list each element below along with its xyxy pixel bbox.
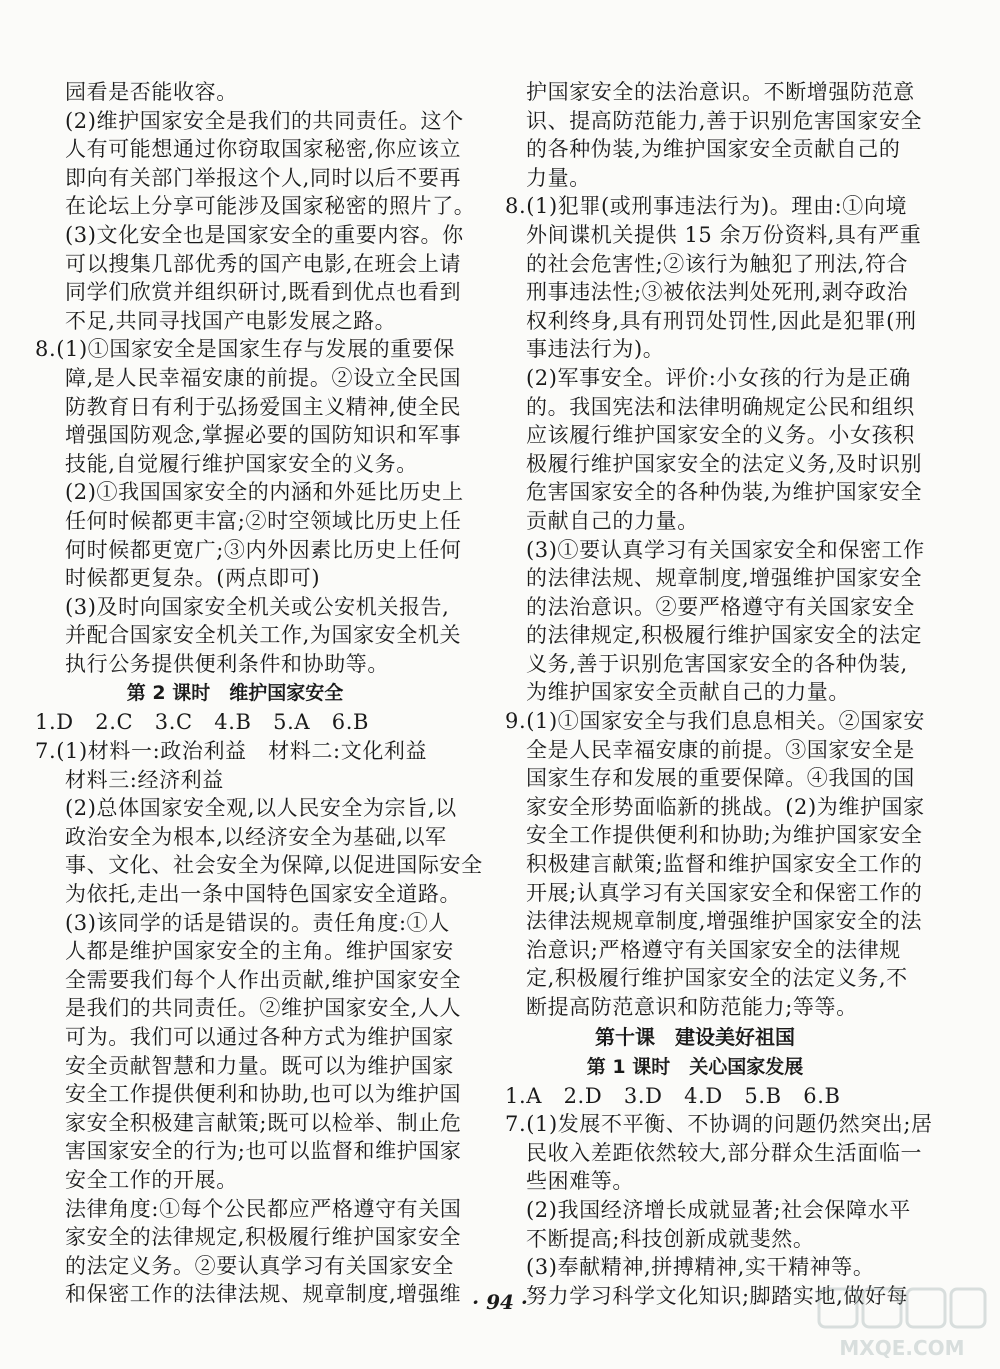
text-line: (3)文化安全也是国家安全的重要内容。你 (65, 222, 464, 247)
text-line: 同学们欣赏并组织研讨,既看到优点也看到 (65, 280, 462, 305)
text-line: 断提高防范意识和防范能力;等等。 (526, 995, 858, 1019)
text-line: 安全贡献智慧和力量。既可以为维护国家 (65, 1053, 454, 1078)
text-line: 些困难等。 (526, 1169, 634, 1194)
text-line: 护国家安全的法治意识。不断增强防范意 (526, 80, 915, 104)
text-line: 人都是维护国家安全的主角。维护国家安 (65, 939, 454, 964)
text-line: (2)总体国家安全观,以人民安全为宗旨,以 (65, 796, 457, 821)
text-line: 全需要我们每个人作出贡献,维护国家安全 (65, 967, 462, 992)
text-line: 努力学习科学文化知识;脚踏实地,做好每 (526, 1283, 909, 1308)
text-line: 1.D 2.C 3.C 4.B 5.A 6.B (35, 710, 370, 735)
text-line: 8.(1)①国家安全是国家生存与发展的重要保 (35, 337, 455, 362)
text-line: (3)奉献精神,拼搏精神,实干精神等。 (526, 1255, 875, 1280)
text-line: 识、提高防范能力,善于识别危害国家安全 (526, 108, 923, 133)
text-line: 国家生存和发展的重要保障。④我国的国 (526, 766, 915, 791)
text-line: 的。我国宪法和法律明确规定公民和组织 (526, 394, 915, 419)
text-line: 8.(1)犯罪(或刑事违法行为)。理由:①向境 (505, 194, 908, 219)
text-line: 安全工作的开展。 (65, 1167, 238, 1192)
text-line: 人有可能想通过你窃取国家秘密,你应该立 (65, 137, 462, 162)
text-line: 家安全的法律规定,积极履行维护国家安全 (65, 1225, 462, 1250)
text-line: 民收入差距依然较大,部分群众生活面临一 (526, 1140, 923, 1165)
text-line: 开展;认真学习有关国家安全和保密工作的 (526, 880, 923, 905)
text-line: 技能,自觉履行维护国家安全的义务。 (65, 451, 418, 476)
text-line: 不断提高;科技创新成就斐然。 (526, 1226, 815, 1251)
text-line: 定,积极履行维护国家安全的法定义务,不 (526, 966, 908, 991)
text-line: 执行公务提供便利条件和协助等。 (65, 651, 389, 676)
text-line: 事、文化、社会安全为保障,以促进国际安全 (65, 853, 483, 878)
text-line: 安全工作提供便利和协助,也可以为维护国 (65, 1082, 462, 1107)
text-line: 9.(1)①国家安全与我们息息相关。②国家安 (505, 709, 925, 734)
text-line: 害国家安全的行为;也可以监督和维护国家 (65, 1139, 462, 1164)
text-line: 义务,善于识别危害国家安全的各种伪装, (526, 651, 908, 676)
text-line: 的社会危害性;②该行为触犯了刑法,符合 (526, 251, 909, 276)
text-line: 并配合国家安全机关工作,为国家安全机关 (65, 623, 462, 648)
text-line: (2)维护国家安全是我们的共同责任。这个 (65, 108, 464, 133)
text-line: 是我们的共同责任。②维护国家安全,人人 (65, 996, 462, 1021)
text-line: 治意识;严格遵守有关国家安全的法律规 (526, 937, 901, 962)
text-line: 全是人民幸福安康的前提。③国家安全是 (526, 737, 915, 762)
section-heading: 第十课 建设美好祖国 (595, 1024, 795, 1049)
text-line: 危害国家安全的各种伪装,为维护国家安全 (526, 480, 923, 505)
section-heading: 第 1 课时 关心国家发展 (586, 1055, 804, 1078)
text-line: 事违法行为)。 (526, 337, 665, 362)
text-line: (3)①要认真学习有关国家安全和保密工作 (526, 537, 925, 562)
text-line: 何时候都更宽广;③内外因素比历史上任何 (65, 537, 462, 562)
page-number: · 94 · (472, 1290, 528, 1314)
text-line: 法律法规规章制度,增强维护国家安全的法 (526, 909, 923, 934)
text-line: 力量。 (526, 165, 591, 190)
text-line: 权利终身,具有刑罚处罚性,因此是犯罪(刑 (526, 308, 917, 333)
text-line: 政治安全为根本,以经济安全为基础,以军 (65, 824, 447, 849)
text-line: (3)该同学的话是错误的。责任角度:①人 (65, 910, 450, 935)
text-line: 7.(1)材料一:政治利益 材料二:文化利益 (35, 739, 428, 764)
text-line: (2)我国经济增长成就显著;社会保障水平 (526, 1197, 911, 1222)
watermark-logo (815, 1283, 990, 1361)
text-line: 的法治意识。②要严格遵守有关国家安全 (526, 594, 915, 619)
text-line: 家安全积极建言献策;既可以检举、制止危 (65, 1110, 462, 1135)
text-line: 增强国防观念,掌握必要的国防知识和军事 (65, 423, 462, 448)
text-line: 应该履行维护国家安全的义务。小女孩积 (526, 423, 915, 448)
text-line: 时候都更复杂。(两点即可) (65, 566, 321, 591)
section-heading: 第 2 课时 维护国家安全 (126, 682, 344, 705)
text-line: 在论坛上分享可能涉及国家秘密的照片了。 (65, 194, 476, 219)
text-line: 安全工作提供便利和协助;为维护国家安全 (526, 823, 923, 848)
svg-text:MXQE.COM: MXQE.COM (839, 1336, 965, 1360)
text-line: 刑事违法性;③被依法判处死刑,剥夺政治 (526, 280, 909, 305)
text-line: 极履行维护国家安全的法定义务,及时识别 (526, 451, 923, 476)
text-line: 的各种伪装,为维护国家安全贡献自己的 (526, 137, 901, 162)
text-line: 法律角度:①每个公民都应严格遵守有关国 (65, 1196, 462, 1221)
text-line: 积极建言献策;监督和维护国家安全工作的 (526, 852, 923, 877)
text-line: (3)及时向国家安全机关或公安机关报告, (65, 594, 450, 619)
text-line: 可为。我们可以通过各种方式为维护国家 (65, 1025, 454, 1049)
text-line: 1.A 2.D 3.D 4.D 5.B 6.B (505, 1083, 841, 1108)
text-line: 任何时候都更丰富;②时空领域比历史上任 (65, 508, 462, 533)
text-line: 为依托,走出一条中国特色国家安全道路。 (65, 882, 462, 907)
text-line: 7.(1)发展不平衡、不协调的问题仍然突出;居 (505, 1112, 933, 1137)
text-line: 外间谍机关提供 15 余万份资料,具有严重 (526, 222, 922, 247)
text-line: 即向有关部门举报这个人,同时以后不要再 (65, 165, 462, 190)
text-line: 的法律法规、规章制度,增强维护国家安全 (526, 566, 923, 591)
text-line: 防教育日有利于弘扬爱国主义精神,使全民 (65, 394, 462, 419)
text-line: 的法律规定,积极履行维护国家安全的法定 (526, 623, 923, 648)
text-line: 可以搜集几部优秀的国产电影,在班会上请 (65, 251, 462, 276)
text-line: (2)①我国国家安全的内涵和外延比历史上 (65, 480, 464, 505)
text-line: 材料三:经济利益 (65, 767, 224, 792)
left-column (35, 78, 483, 1309)
text-line: 的法定义务。②要认真学习有关国家安全 (65, 1253, 454, 1278)
text-line: 和保密工作的法律法规、规章制度,增强维 (65, 1282, 462, 1307)
text-line: 为维护国家安全贡献自己的力量。 (526, 680, 850, 705)
text-line: 贡献自己的力量。 (526, 508, 699, 533)
text-line: (2)军事安全。评价:小女孩的行为是正确 (526, 365, 911, 390)
text-line: 家安全形势面临新的挑战。(2)为维护国家 (526, 794, 925, 819)
text-line: 不足,共同寻找国产电影发展之路。 (65, 308, 397, 333)
text-line: 园看是否能收容。 (65, 80, 238, 104)
text-line: 障,是人民幸福安康的前提。②设立全民国 (65, 365, 462, 390)
right-column (505, 78, 933, 1310)
